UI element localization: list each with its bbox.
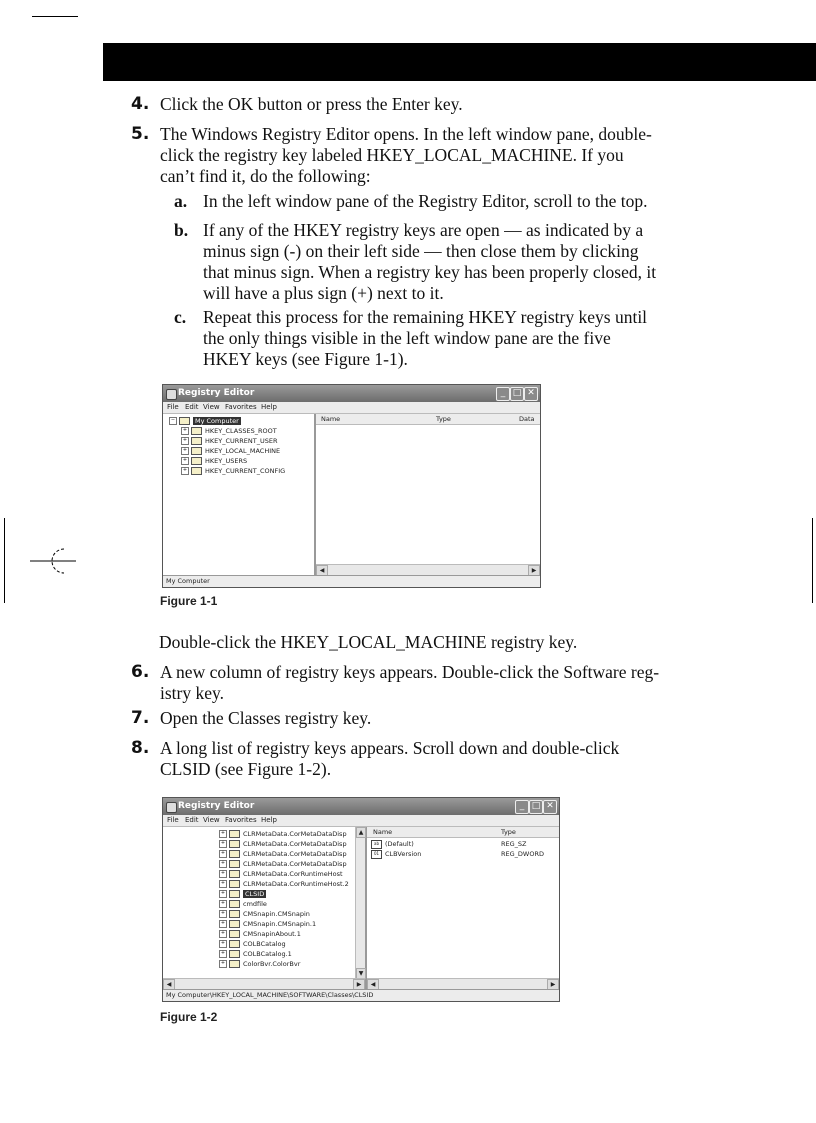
- header-bar: [103, 43, 816, 81]
- column-name[interactable]: Name: [321, 415, 341, 423]
- expand-icon[interactable]: +: [220, 900, 226, 906]
- folder-icon: [229, 930, 240, 938]
- registry-editor-window-2: [162, 797, 560, 1002]
- values-pane: [367, 827, 559, 989]
- menu-edit[interactable]: Edit: [185, 816, 199, 824]
- tree-item[interactable]: + HKEY_CURRENT_USER: [182, 437, 278, 445]
- menu-bar: [163, 402, 540, 414]
- column-header: [316, 414, 540, 425]
- menu-file[interactable]: File: [167, 816, 179, 824]
- horizontal-scrollbar[interactable]: [163, 978, 365, 989]
- tree-item[interactable]: + cmdfile: [220, 900, 267, 908]
- horizontal-scrollbar[interactable]: [367, 978, 559, 989]
- expand-icon[interactable]: +: [220, 940, 226, 946]
- folder-icon: [229, 940, 240, 948]
- vertical-scrollbar[interactable]: [355, 827, 365, 979]
- menu-edit[interactable]: Edit: [185, 403, 199, 411]
- expand-icon[interactable]: +: [220, 880, 226, 886]
- scroll-left-icon[interactable]: ◀: [163, 979, 175, 990]
- expand-icon[interactable]: +: [182, 467, 188, 473]
- column-data[interactable]: Data: [519, 415, 535, 423]
- folder-icon: [229, 900, 240, 908]
- tree-item[interactable]: + CLRMetaData.CorMetaDataDisp: [220, 840, 347, 848]
- tree-item-selected[interactable]: + CLSID: [220, 890, 265, 898]
- registry-app-icon: [166, 389, 177, 400]
- collapse-icon[interactable]: −: [170, 417, 176, 423]
- folder-icon: [191, 437, 202, 445]
- tree-item[interactable]: + CLRMetaData.CorMetaDataDisp: [220, 860, 347, 868]
- scroll-left-icon[interactable]: ◀: [316, 565, 328, 576]
- column-type[interactable]: Type: [501, 828, 516, 836]
- column-name[interactable]: Name: [373, 828, 393, 836]
- tree-root[interactable]: − My Computer: [170, 417, 239, 425]
- expand-icon[interactable]: +: [220, 960, 226, 966]
- tree-item[interactable]: + COLBCatalog: [220, 940, 286, 948]
- scroll-left-icon[interactable]: ◀: [367, 979, 379, 990]
- registry-editor-window-1: [162, 384, 541, 588]
- folder-icon: [191, 467, 202, 475]
- margin-line-right: [812, 518, 813, 603]
- expand-icon[interactable]: +: [220, 890, 226, 896]
- maximize-button[interactable]: □: [510, 387, 524, 401]
- title-bar: Registry Editor _ □ ✕: [163, 798, 559, 815]
- folder-icon: [229, 920, 240, 928]
- expand-icon[interactable]: +: [220, 860, 226, 866]
- folder-icon: [191, 447, 202, 455]
- folder-icon: [229, 840, 240, 848]
- continuation-text: Double-click the HKEY_LOCAL_MACHINE registry key.: [159, 632, 578, 652]
- tree-item[interactable]: + HKEY_LOCAL_MACHINE: [182, 447, 281, 455]
- column-header: [367, 827, 559, 838]
- tree-item[interactable]: + CMSnapinAbout.1: [220, 930, 301, 938]
- folder-icon: [191, 427, 202, 435]
- folder-icon: [229, 880, 240, 888]
- expand-icon[interactable]: +: [220, 830, 226, 836]
- crop-mark-top: [32, 16, 78, 17]
- title-bar: Registry Editor _ □ ✕: [163, 385, 540, 402]
- menu-view[interactable]: View: [203, 403, 220, 411]
- status-bar: My Computer: [163, 575, 540, 587]
- expand-icon[interactable]: +: [182, 457, 188, 463]
- tree-item[interactable]: + CLRMetaData.CorMetaDataDisp: [220, 850, 347, 858]
- tree-pane: [163, 827, 367, 989]
- close-button[interactable]: ✕: [524, 387, 538, 401]
- tree-item[interactable]: + HKEY_USERS: [182, 457, 248, 465]
- horizontal-scrollbar[interactable]: [316, 564, 540, 575]
- expand-icon[interactable]: +: [220, 850, 226, 856]
- binary-value-icon: 01: [371, 850, 382, 859]
- folder-icon: [229, 860, 240, 868]
- menu-favorites[interactable]: Favorites: [225, 816, 257, 824]
- registry-app-icon: [166, 802, 177, 813]
- value-type: REG_SZ: [501, 840, 527, 848]
- folder-icon: [229, 890, 240, 898]
- menu-help[interactable]: Help: [261, 403, 277, 411]
- maximize-button[interactable]: □: [529, 800, 543, 814]
- scroll-right-icon[interactable]: ▶: [528, 565, 540, 576]
- column-type[interactable]: Type: [436, 415, 451, 423]
- tree-item[interactable]: + HKEY_CURRENT_CONFIG: [182, 467, 286, 475]
- scroll-down-icon[interactable]: ▼: [356, 968, 366, 979]
- menu-bar: [163, 815, 559, 827]
- expand-icon[interactable]: +: [220, 930, 226, 936]
- tree-item[interactable]: + COLBCatalog.1: [220, 950, 292, 958]
- tree-item[interactable]: + CLRMetaData.CorMetaDataDisp: [220, 830, 347, 838]
- minimize-button[interactable]: _: [515, 800, 529, 814]
- margin-line-left: [4, 518, 5, 603]
- tree-pane: [163, 414, 316, 575]
- computer-icon: [179, 417, 190, 425]
- tree-item[interactable]: + CMSnapin.CMSnapin: [220, 910, 310, 918]
- expand-icon[interactable]: +: [220, 870, 226, 876]
- figure-caption-2: Figure 1-2: [160, 1010, 218, 1024]
- expand-icon[interactable]: +: [182, 447, 188, 453]
- folder-icon: [229, 870, 240, 878]
- expand-icon[interactable]: +: [220, 920, 226, 926]
- folder-icon: [229, 950, 240, 958]
- menu-help[interactable]: Help: [261, 816, 277, 824]
- folder-icon: [191, 457, 202, 465]
- tree-item[interactable]: + ColorBvr.ColorBvr: [220, 960, 301, 968]
- tree-item[interactable]: + HKEY_CLASSES_ROOT: [182, 427, 277, 435]
- menu-file[interactable]: File: [167, 403, 179, 411]
- expand-icon[interactable]: +: [220, 910, 226, 916]
- close-button[interactable]: ✕: [543, 800, 557, 814]
- figure-caption-1: Figure 1-1: [160, 594, 218, 608]
- value-row[interactable]: 01 CLBVersion: [371, 849, 421, 859]
- value-type: REG_DWORD: [501, 850, 544, 858]
- tree-item[interactable]: + CLRMetaData.CorRuntimeHost.2: [220, 880, 349, 888]
- folder-icon: [229, 910, 240, 918]
- scroll-up-icon[interactable]: ▲: [356, 827, 366, 838]
- values-pane: [316, 414, 540, 575]
- expand-icon[interactable]: +: [220, 840, 226, 846]
- scroll-right-icon[interactable]: ▶: [547, 979, 559, 990]
- registration-mark: [28, 543, 78, 579]
- string-value-icon: ab: [371, 840, 382, 849]
- expand-icon[interactable]: +: [182, 427, 188, 433]
- folder-icon: [229, 960, 240, 968]
- folder-icon: [229, 830, 240, 838]
- scroll-right-icon[interactable]: ▶: [353, 979, 365, 990]
- menu-view[interactable]: View: [203, 816, 220, 824]
- tree-item[interactable]: + CLRMetaData.CorRuntimeHost: [220, 870, 343, 878]
- status-bar: My Computer\HKEY_LOCAL_MACHINE\SOFTWARE\Classes\CLSID: [163, 989, 559, 1001]
- folder-icon: [229, 850, 240, 858]
- expand-icon[interactable]: +: [182, 437, 188, 443]
- menu-favorites[interactable]: Favorites: [225, 403, 257, 411]
- expand-icon[interactable]: +: [220, 950, 226, 956]
- value-row[interactable]: ab (Default): [371, 839, 414, 849]
- tree-item[interactable]: + CMSnapin.CMSnapin.1: [220, 920, 317, 928]
- minimize-button[interactable]: _: [496, 387, 510, 401]
